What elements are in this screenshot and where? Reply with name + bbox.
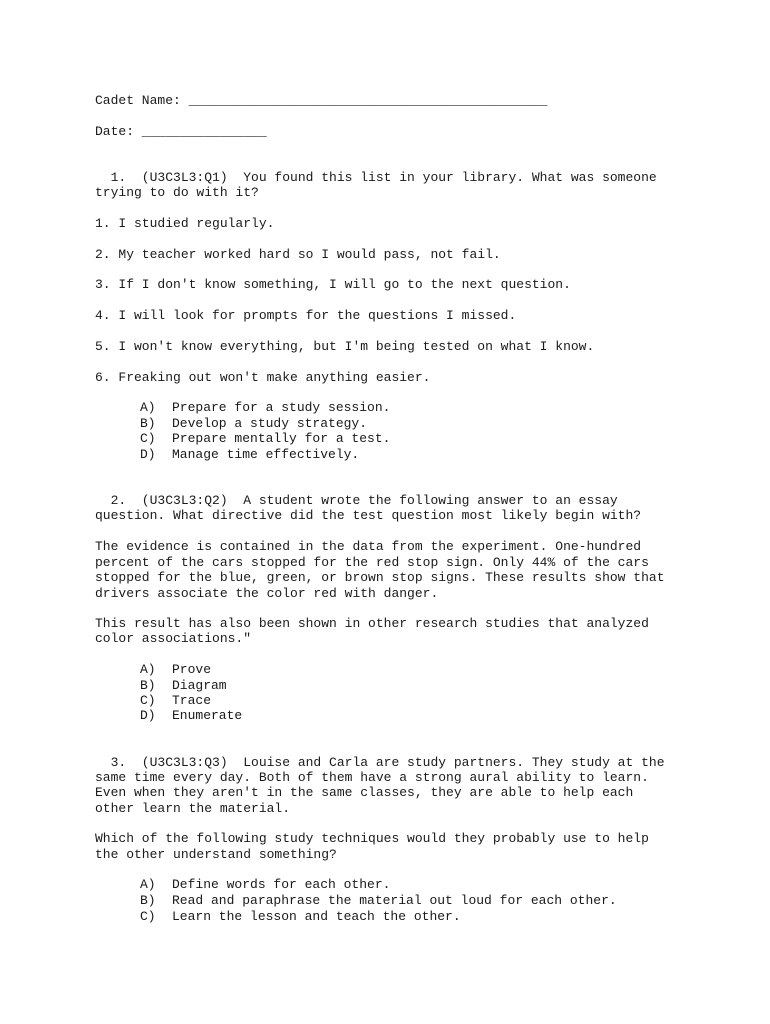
- option-letter: D): [140, 447, 156, 462]
- option-text: Enumerate: [172, 708, 243, 723]
- option-letter: B): [140, 893, 156, 908]
- option-letter: A): [140, 877, 156, 892]
- list-item: 2. My teacher worked hard so I would pass, not fail.: [95, 247, 501, 262]
- passage-line: color associations.": [95, 631, 252, 646]
- date-line: Date: ________________: [95, 124, 267, 139]
- option-letter: A): [140, 400, 156, 415]
- option-letter: B): [140, 416, 156, 431]
- option-text: Learn the lesson and teach the other.: [172, 909, 461, 924]
- question-2-stem-line: 2. (U3C3L3:Q2) A student wrote the following answer to an essay: [95, 493, 618, 508]
- option-text: Develop a study strategy.: [172, 416, 368, 431]
- question-3-stem-line: Even when they aren't in the same classes, they are able to help each: [95, 785, 634, 800]
- question-3-stem-line: 3. (U3C3L3:Q3) Louise and Carla are study partners. They study at the: [95, 755, 665, 770]
- question-3-stem-line: same time every day. Both of them have a strong aural ability to learn.: [95, 770, 649, 785]
- question-2-stem-line: question. What directive did the test question most likely begin with?: [95, 508, 642, 523]
- option-letter: C): [140, 693, 156, 708]
- question-3-prompt-line: Which of the following study techniques would they probably use to help: [95, 831, 649, 846]
- option-text: Diagram: [172, 678, 227, 693]
- option-letter: C): [140, 909, 156, 924]
- option-text: Prove: [172, 662, 212, 677]
- list-item: 6. Freaking out won't make anything easier.: [95, 370, 431, 385]
- option-letter: A): [140, 662, 156, 677]
- option-text: Prepare mentally for a test.: [172, 431, 391, 446]
- question-3-stem-line: other learn the material.: [95, 801, 291, 816]
- option-text: Prepare for a study session.: [172, 400, 391, 415]
- option-letter: C): [140, 431, 156, 446]
- cadet-name-line: Cadet Name: ______________________________________________: [95, 93, 548, 108]
- question-3-prompt-line: the other understand something?: [95, 847, 337, 862]
- question-1-stem-line: 1. (U3C3L3:Q1) You found this list in your library. What was someone: [95, 170, 657, 185]
- option-letter: B): [140, 678, 156, 693]
- option-text: Define words for each other.: [172, 877, 391, 892]
- question-1-stem-line: trying to do with it?: [95, 185, 259, 200]
- option-text: Read and paraphrase the material out loud for each other.: [172, 893, 617, 908]
- list-item: 5. I won't know everything, but I'm being tested on what I know.: [95, 339, 595, 354]
- option-text: Manage time effectively.: [172, 447, 360, 462]
- passage-line: drivers associate the color red with danger.: [95, 586, 439, 601]
- option-text: Trace: [172, 693, 212, 708]
- option-letter: D): [140, 708, 156, 723]
- list-item: 1. I studied regularly.: [95, 216, 275, 231]
- passage-line: percent of the cars stopped for the red stop sign. Only 44% of the cars: [95, 555, 649, 570]
- list-item: 4. I will look for prompts for the questions I missed.: [95, 308, 517, 323]
- passage-line: The evidence is contained in the data from the experiment. One-hundred: [95, 539, 642, 554]
- list-item: 3. If I don't know something, I will go to the next question.: [95, 277, 571, 292]
- passage-line: stopped for the blue, green, or brown stop signs. These results show that: [95, 570, 665, 585]
- passage-line: This result has also been shown in other research studies that analyzed: [95, 616, 649, 631]
